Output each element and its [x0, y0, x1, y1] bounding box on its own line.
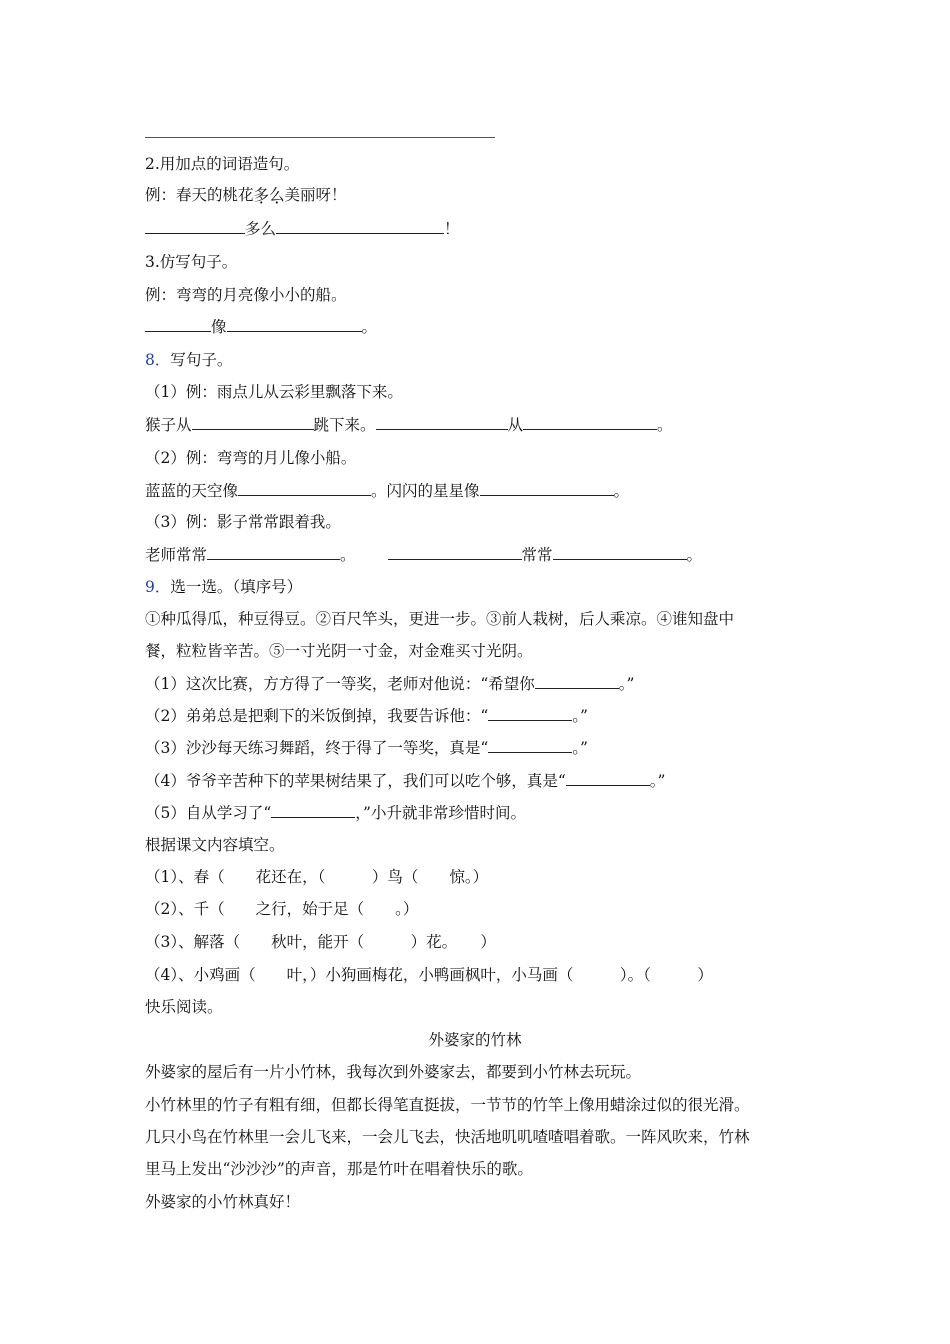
fill-blank[interactable]: [523, 415, 657, 430]
q8-fill-line-2: 蓝蓝的天空像 。闪闪的星星像 。: [145, 482, 630, 500]
fill-item-3: （3）、解落（ 秋叶，能开（ ）花。 ）: [145, 933, 496, 951]
fill-blank[interactable]: [480, 481, 614, 496]
fill-blank[interactable]: [207, 545, 340, 560]
fill-blank[interactable]: [227, 317, 362, 332]
q9-options-line-1: ①种瓜得瓜，种豆得豆。②百尺竿头，更进一步。③前人栽树，后人乘凉。④谁知盘中: [145, 610, 735, 628]
q9-sentence-2: （2）弟弟总是把剩下的米饭倒掉，我要告诉他：“ 。”: [145, 707, 588, 725]
fill-blank[interactable]: [145, 317, 211, 332]
q8-example-1: （1）例：雨点儿从云彩里飘落下来。: [145, 383, 403, 401]
q9-heading: 9．选一选。（填序号）: [145, 578, 303, 596]
fill-blank[interactable]: [376, 415, 508, 430]
fill-blank[interactable]: [566, 771, 650, 786]
q2-fill-line: 多么 ！: [145, 219, 460, 239]
q9-sentence-1: （1）这次比赛，方方得了一等奖，老师对他说：“希望你 。”: [145, 675, 635, 693]
q3-fill-line: 像 。: [145, 317, 377, 337]
q3-example: 例：弯弯的月亮像小小的船。: [145, 286, 347, 304]
fill-blank[interactable]: [488, 738, 572, 753]
fill-blank[interactable]: [553, 545, 687, 560]
emphasis-dot-char: 么: [269, 186, 285, 204]
emphasis-dot-char: 多: [253, 186, 270, 204]
q8-heading: 8．写句子。: [145, 351, 233, 369]
q8-example-2: （2）例：弯弯的月儿像小船。: [145, 449, 357, 467]
fill-blank[interactable]: [145, 219, 245, 234]
fill-blank[interactable]: [276, 219, 444, 234]
q3-title: 3.仿写句子。: [145, 253, 238, 271]
fill-blank[interactable]: [192, 415, 314, 430]
q9-options-line-2: 餐，粒粒皆辛苦。⑤一寸光阴一寸金，对金难买寸光阴。: [145, 642, 533, 660]
story-paragraph-3b: 里马上发出“沙沙沙”的声音，那是竹叶在唱着快乐的歌。: [145, 1160, 533, 1178]
story-paragraph-4: 外婆家的小竹林真好！: [145, 1193, 301, 1211]
story-title: 外婆家的竹林: [428, 1031, 522, 1049]
q8-fill-line-1: 猴子从 跳下来。 从 。: [145, 416, 673, 434]
q2-title: 2.用加点的词语造句。: [145, 155, 300, 173]
fill-blank[interactable]: [535, 674, 619, 689]
story-paragraph-1: 外婆家的屋后有一片小竹林，我每次到外婆家去，都要到小竹林去玩玩。: [145, 1063, 642, 1081]
fill-item-1: （1）、春（ 花还在，（ ）鸟（ 惊。）: [145, 868, 489, 886]
reading-title: 快乐阅读。: [145, 998, 223, 1016]
q2-example: 例：春天的桃花多么美丽呀！: [145, 186, 347, 204]
q8-example-3: （3）例：影子常常跟着我。: [145, 513, 341, 531]
fill-blank[interactable]: [488, 706, 572, 721]
q9-sentence-5: （5）自从学习了“ ，”小升就非常珍惜时间。: [145, 804, 526, 822]
story-paragraph-3a: 几只小鸟在竹林里一会儿飞来，一会儿飞去，快活地叽叽喳喳唱着歌。一阵风吹来，竹林: [145, 1128, 750, 1146]
q9-sentence-4: （4）爷爷辛苦种下的苹果树结果了，我们可以吃个够，真是“ 。”: [145, 772, 666, 790]
answer-line: [145, 137, 495, 138]
q8-fill-line-3: 老师常常 。 常常 。: [145, 546, 703, 564]
fill-blank[interactable]: [388, 545, 522, 560]
fill-item-4: （4）、小鸡画（ 叶，）小狗画梅花，小鸭画枫叶，小马画（ ）。（ ）: [145, 966, 713, 984]
q9-sentence-3: （3）沙沙每天练习舞蹈，终于得了一等奖，真是“ 。”: [145, 739, 588, 757]
fill-item-2: （2）、千（ 之行，始于足（ 。）: [145, 900, 419, 918]
story-paragraph-2: 小竹林里的竹子有粗有细，但都长得笔直挺拔，一节节的竹竿上像用蜡涂过似的很光滑。: [145, 1096, 750, 1114]
fill-blank[interactable]: [238, 481, 371, 496]
fill-title: 根据课文内容填空。: [145, 836, 285, 854]
fill-blank[interactable]: [271, 803, 355, 818]
